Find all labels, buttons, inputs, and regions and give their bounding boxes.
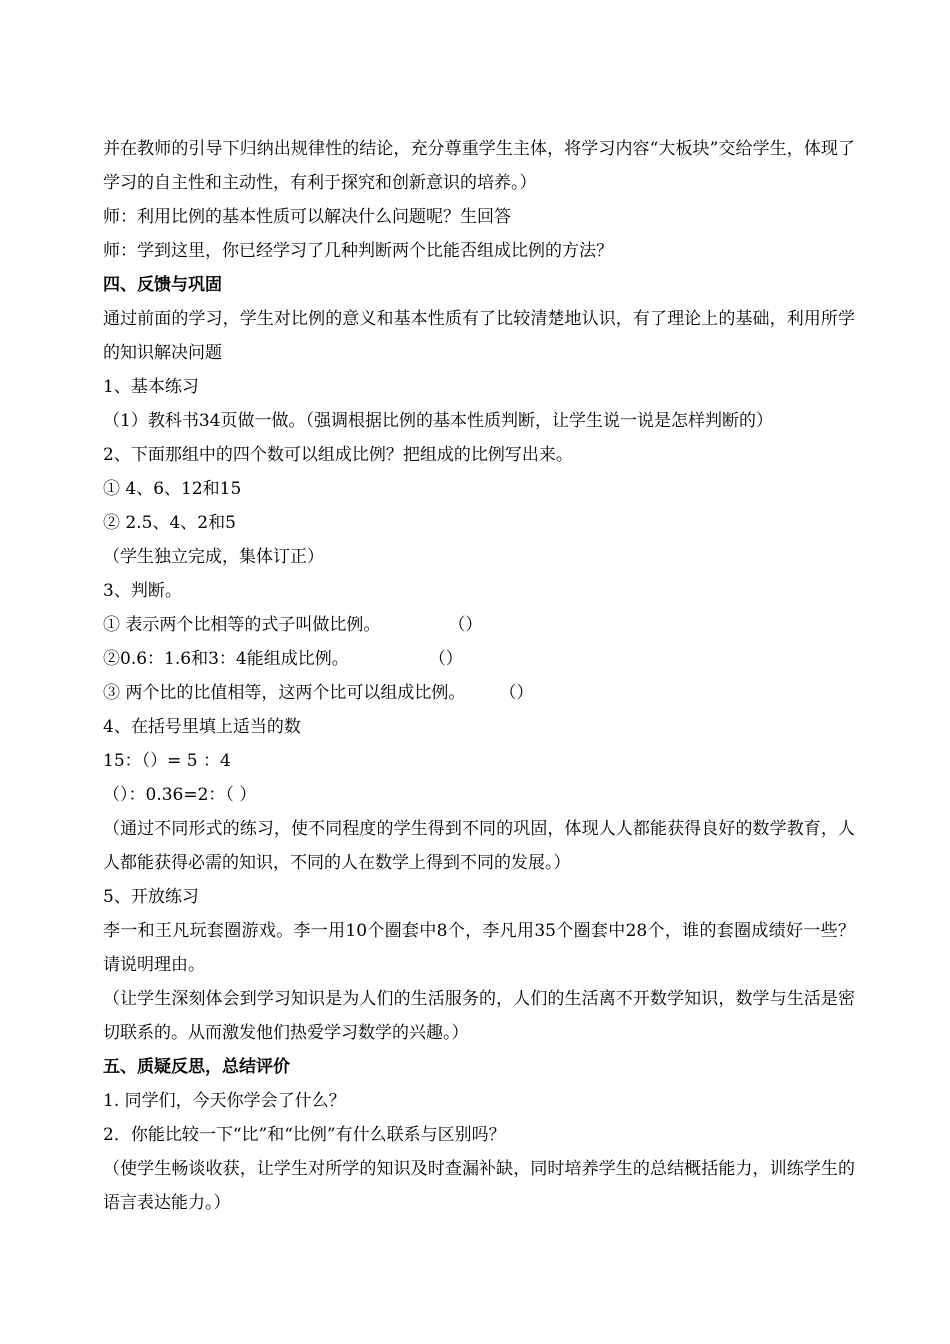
judge-item-3-answer-blank: （） (499, 683, 534, 703)
section-heading-reflection: 五、质疑反思，总结评价 (103, 1057, 290, 1077)
paragraph-teacher-question-2: 师：学到这里，你已经学习了几种判断两个比能否组成比例的方法？ (103, 241, 613, 261)
exercise-note-independent: （学生独立完成，集体订正） (103, 547, 324, 567)
judge-item-3-text: ③ 两个比的比值相等，这两个比可以组成比例。 (103, 683, 466, 703)
paragraph-teacher-question-1: 师：利用比例的基本性质可以解决什么问题呢？生回答 (103, 207, 511, 227)
paragraph-practice-note: （通过不同形式的练习，使不同程度的学生得到不同的巩固，体现人人都能获得良好的数学教育，人人都能获得必需的知识，不同的人在数学上得到不同的发展。） (103, 819, 855, 873)
exercise-item-textbook: （1）教科书34页做一做。（强调根据比例的基本性质判断，让学生说一说是怎样判断的） (103, 411, 773, 431)
exercise-heading-judge: 3、判断。 (103, 581, 182, 601)
judge-item-1-text: ① 表示两个比相等的式子叫做比例。 (103, 615, 381, 635)
judge-item-3 (103, 676, 855, 710)
document-body (103, 132, 855, 1220)
judge-item-2-answer-blank: （） (428, 649, 463, 669)
paragraph-feedback-intro: 通过前面的学习，学生对比例的意义和基本性质有了比较清楚地认识，有了理论上的基础，利用所学的知识解决问题 (103, 309, 855, 363)
fill-item-2: （）：0.36=2：（ ） (103, 785, 257, 805)
exercise-heading-proportion: 2、下面那组中的四个数可以组成比例？把组成的比例写出来。 (103, 445, 573, 465)
fill-item-1: 15：（）= 5 ：4 (103, 751, 231, 771)
paragraph-reflection-note: （使学生畅谈收获，让学生对所学的知识及时查漏补缺，同时培养学生的总结概括能力，训练学生的语言表达能力。） (103, 1159, 855, 1213)
reflection-question-2: 2．你能比较一下“比”和“比例”有什么联系与区别吗？ (103, 1125, 506, 1145)
exercise-heading-fill: 4、在括号里填上适当的数 (103, 717, 301, 737)
paragraph-ring-toss-problem: 李一和王凡玩套圈游戏。李一用10个圈套中8个，李凡用35个圈套中28个，谁的套圈成绩好一些？请说明理由。 (103, 921, 855, 975)
judge-item-2-text: ②0.6：1.6和3：4能组成比例。 (103, 649, 349, 669)
section-heading-feedback: 四、反馈与巩固 (103, 275, 222, 295)
exercise-item-set-1: ① 4、6、12和15 (103, 479, 242, 499)
paragraph-intro-continuation: 并在教师的引导下归纳出规律性的结论，充分尊重学生主体，将学习内容“大板块”交给学生，体现了学习的自主性和主动性，有利于探究和创新意识的培养。） (103, 139, 855, 193)
paragraph-open-practice-note: （让学生深刻体会到学习知识是为人们的生活服务的，人们的生活离不开数学知识，数学与生活是密切联系的。从而激发他们热爱学习数学的兴趣。） (103, 989, 855, 1043)
exercise-heading-basic: 1、基本练习 (103, 377, 199, 397)
reflection-question-1: 1. 同学们，今天你学会了什么？ (103, 1091, 346, 1111)
judge-item-1-answer-blank: （） (448, 615, 483, 635)
judge-item-2 (103, 642, 855, 676)
judge-item-1 (103, 608, 855, 642)
exercise-heading-open: 5、开放练习 (103, 887, 199, 907)
exercise-item-set-2: ② 2.5、4、2和5 (103, 513, 236, 533)
